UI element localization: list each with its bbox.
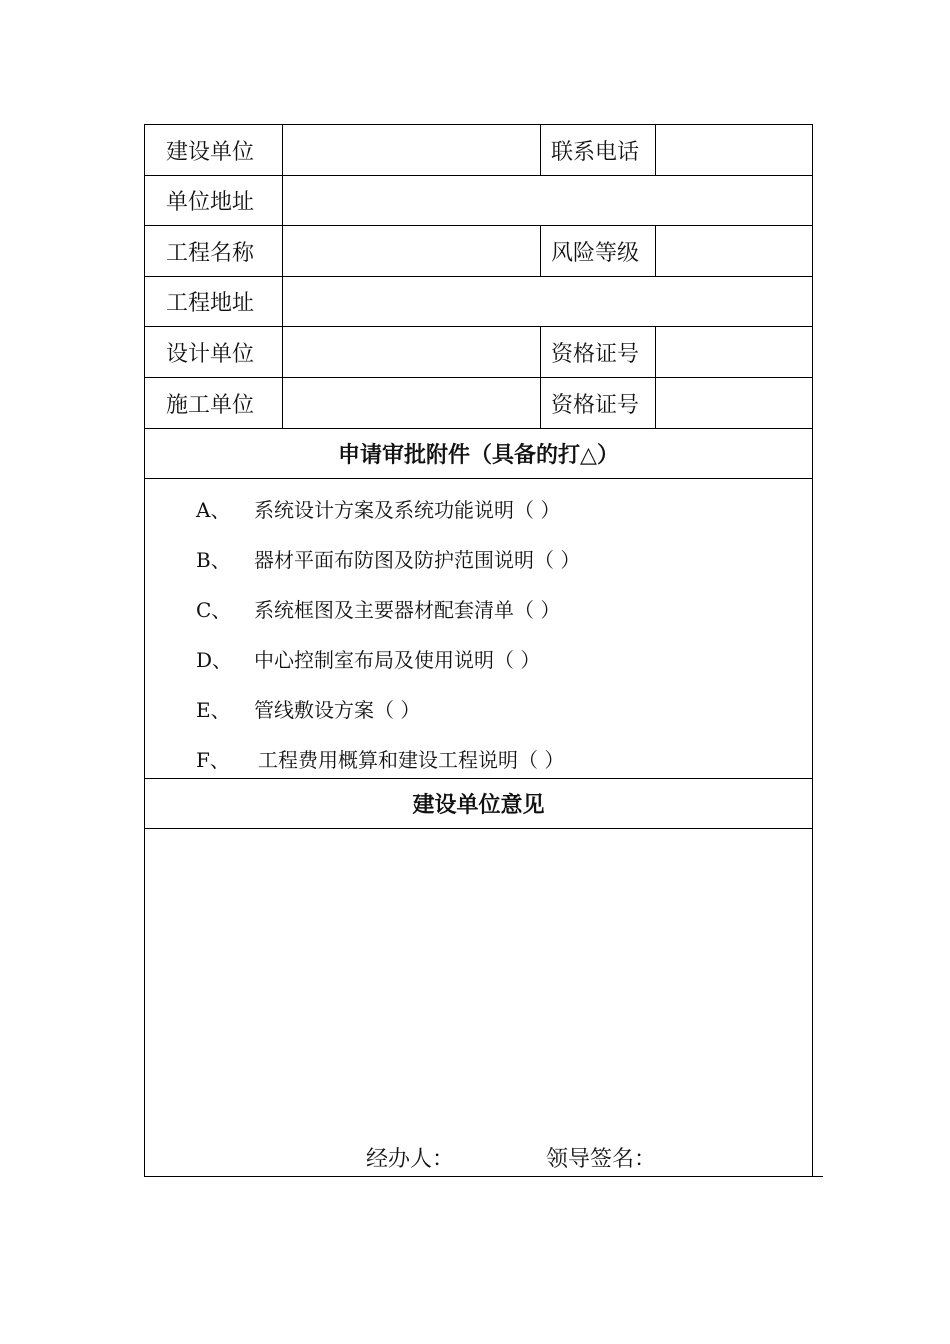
attachments-title: 申请审批附件（具备的打△） bbox=[338, 442, 619, 468]
attachment-letter: A、 bbox=[196, 498, 231, 522]
attachment-item[interactable] bbox=[196, 544, 580, 573]
risk-level-field[interactable] bbox=[656, 225, 812, 277]
attachment-letter: E、 bbox=[196, 698, 231, 722]
attachment-text: 工程费用概算和建设工程说明（ ） bbox=[258, 748, 565, 772]
project-address-label: 工程地址 bbox=[166, 291, 255, 316]
risk-level-label: 风险等级 bbox=[551, 240, 640, 266]
design-unit-field[interactable] bbox=[283, 326, 540, 378]
handler-label: 经办人： bbox=[366, 1147, 455, 1172]
table-edge-mark bbox=[813, 1176, 823, 1177]
opinion-title: 建设单位意见 bbox=[412, 792, 545, 818]
construction-unit-label: 建设单位 bbox=[166, 139, 255, 165]
application-form bbox=[144, 124, 813, 1177]
construction-contractor-field[interactable] bbox=[283, 377, 540, 429]
attachment-text: 系统框图及主要器材配套清单（ ） bbox=[254, 598, 561, 622]
project-name-label: 工程名称 bbox=[166, 240, 255, 266]
construction-unit-field[interactable] bbox=[283, 124, 540, 176]
leader-signature-label: 领导签名： bbox=[546, 1147, 657, 1172]
attachment-text: 器材平面布防图及防护范围说明（ ） bbox=[254, 548, 581, 572]
attachment-text: 系统设计方案及系统功能说明（ ） bbox=[254, 498, 561, 522]
attachment-item[interactable] bbox=[196, 694, 420, 723]
attachment-letter: B、 bbox=[196, 548, 231, 572]
attachment-letter: C、 bbox=[196, 598, 232, 622]
project-name-field[interactable] bbox=[283, 225, 540, 277]
construction-contractor-label: 施工单位 bbox=[166, 392, 255, 418]
unit-address-label: 单位地址 bbox=[166, 190, 255, 215]
design-qualification-field[interactable] bbox=[656, 326, 812, 378]
attachment-text: 中心控制室布局及使用说明（ ） bbox=[254, 648, 541, 672]
opinion-text-area[interactable] bbox=[144, 828, 813, 1177]
design-unit-label: 设计单位 bbox=[166, 341, 255, 367]
attachment-item[interactable] bbox=[196, 644, 540, 673]
contractor-qualification-label: 资格证号 bbox=[551, 392, 640, 418]
contact-phone-field[interactable] bbox=[656, 124, 812, 176]
attachment-item[interactable] bbox=[196, 594, 560, 623]
contact-phone-label: 联系电话 bbox=[551, 139, 640, 165]
unit-address-field[interactable] bbox=[283, 175, 812, 226]
attachment-item[interactable] bbox=[196, 744, 564, 773]
project-address-field[interactable] bbox=[283, 276, 812, 327]
attachment-item[interactable] bbox=[196, 494, 560, 523]
contractor-qualification-field[interactable] bbox=[656, 377, 812, 429]
attachment-letter: D、 bbox=[196, 648, 233, 672]
attachment-letter: F、 bbox=[196, 748, 230, 772]
design-qualification-label: 资格证号 bbox=[551, 341, 640, 367]
attachment-text: 管线敷设方案（ ） bbox=[254, 698, 421, 722]
